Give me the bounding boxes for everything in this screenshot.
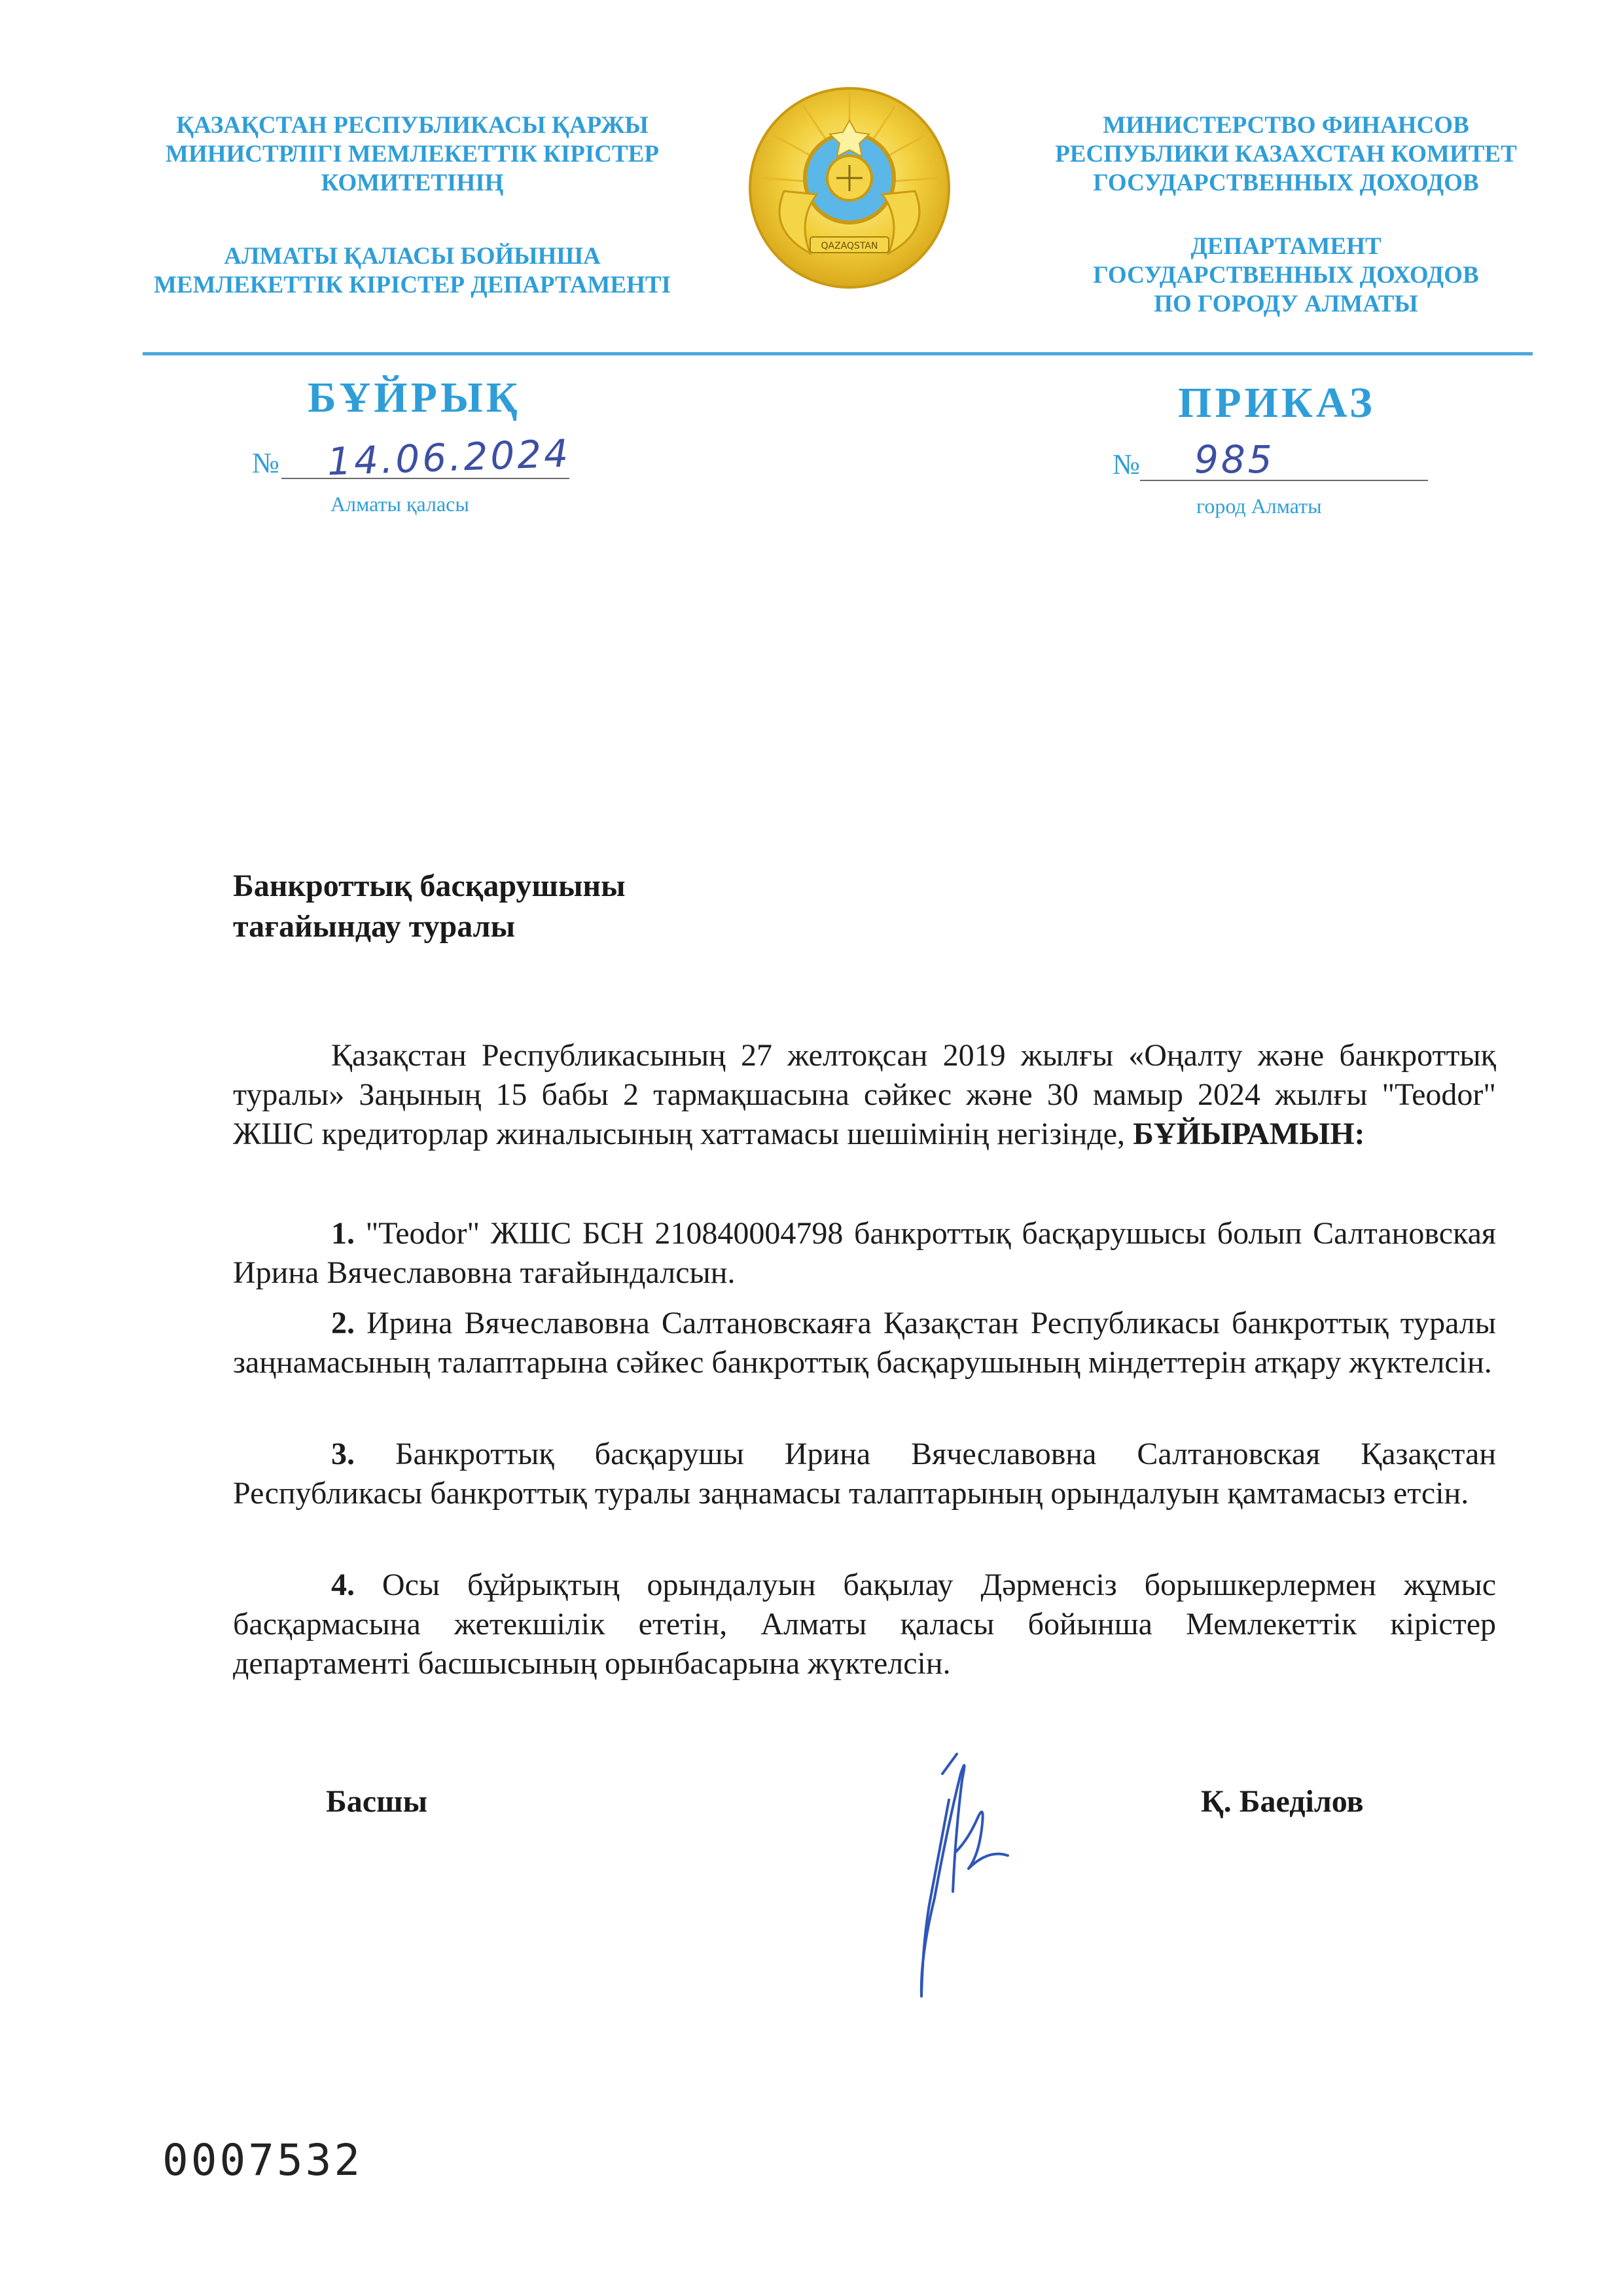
- header-line: ГОСУДАРСТВЕННЫХ ДОХОДОВ: [1093, 262, 1479, 289]
- header-line: ҚАЗАҚСТАН РЕСПУБЛИКАСЫ ҚАРЖЫ: [176, 112, 649, 139]
- order-item: [233, 1566, 1496, 1683]
- order-word-ru: ПРИКАЗ: [1178, 379, 1376, 427]
- order-item: [233, 1214, 1496, 1293]
- title-line: Банкроттық басқарушыны: [233, 869, 626, 903]
- header-line: ГОСУДАРСТВЕННЫХ ДОХОДОВ: [1093, 170, 1479, 196]
- date-label: №: [252, 447, 279, 479]
- order-item: [233, 1304, 1496, 1382]
- city-kz: Алматы қаласы: [330, 492, 469, 516]
- header-line: МИНИСТРЛІГІ МЕМЛЕКЕТТІК КІРІСТЕР: [166, 141, 659, 168]
- item-text: Ирина Вячеславовна Салтановскаяға Қазақстан Республикасы банкроттық туралы заңнамасының талаптарына сәйкес банкроттық басқарушының міндеттерін атқару жүктелсін.: [233, 1306, 1496, 1380]
- item-text: Банкроттық басқарушы Ирина Вячеславовна Салтановская Қазақстан Республикасы банкроттық туралы заңнамасы талаптарының орындалуын қамтамасыз етсін.: [233, 1437, 1496, 1511]
- emblem-text: QAZAQSTAN: [821, 241, 878, 251]
- city-ru: город Алматы: [1196, 494, 1322, 518]
- handwritten-date: 14.06.2024: [326, 431, 572, 484]
- header-line: АЛМАТЫ ҚАЛАСЫ БОЙЫНША: [224, 243, 601, 270]
- header-ru-department: [1001, 232, 1571, 319]
- item-number: 1.: [331, 1216, 355, 1251]
- item-text: "Teodor" ЖШС БСН 210840004798 банкроттық басқарушысы болып Салтановская Ирина Вячеславовна тағайындалсын.: [233, 1216, 1496, 1290]
- signer-name: Қ. Баеділов: [1201, 1784, 1364, 1819]
- item-number: 4.: [331, 1568, 355, 1602]
- intro-command: БҰЙЫРАМЫН:: [1133, 1117, 1365, 1151]
- order-item: [233, 1435, 1496, 1513]
- number-underline: [1140, 480, 1428, 481]
- handwritten-signature: [903, 1734, 1067, 2029]
- title-line: тағайындау туралы: [233, 909, 516, 944]
- document-title: [233, 866, 822, 947]
- header-line: МИНИСТЕРСТВО ФИНАНСОВ: [1103, 112, 1469, 139]
- header-line: ПО ГОРОДУ АЛМАТЫ: [1154, 291, 1418, 317]
- header-kz-committee: [98, 111, 726, 198]
- item-number: 2.: [331, 1306, 355, 1340]
- item-number: 3.: [331, 1437, 355, 1471]
- serial-number: 0007532: [162, 2135, 363, 2185]
- item-text: Осы бұйрықтың орындалуын бақылау Дәрменсіз борышкерлермен жұмыс басқармасына жетекшілік ететін, Алматы қаласы бойынша Мемлекеттік кірістер департаменті басшысының орынбасарына жүктелсін.: [233, 1568, 1496, 1681]
- intro-paragraph: [233, 1036, 1496, 1154]
- header-kz-department: [98, 242, 726, 300]
- signer-position: Басшы: [326, 1784, 428, 1819]
- order-word-kz: БҰЙРЫҚ: [308, 374, 521, 422]
- intro-text: Қазақстан Республикасының 27 желтоқсан 2019 жылғы «Оңалту және банкроттық туралы» Заңының 15 бабы 2 тармақшасына сәйкес және 30 мамыр 2024 жылғы "Teodor" ЖШС кредиторлар жиналысының хаттамасы шешімінің негізінде,: [233, 1038, 1496, 1151]
- header-divider: [143, 352, 1533, 355]
- state-emblem-icon: [738, 80, 961, 302]
- handwritten-number: 985: [1194, 437, 1275, 482]
- header-line: РЕСПУБЛИКИ КАЗАХСТАН КОМИТЕТ: [1055, 141, 1517, 168]
- header-line: ДЕПАРТАМЕНТ: [1190, 233, 1382, 260]
- header-line: МЕМЛЕКЕТТІК КІРІСТЕР ДЕПАРТАМЕНТІ: [154, 272, 671, 298]
- header-line: КОМИТЕТІНІҢ: [321, 170, 504, 196]
- number-label: №: [1113, 448, 1140, 480]
- header-ru-ministry: [1001, 111, 1571, 198]
